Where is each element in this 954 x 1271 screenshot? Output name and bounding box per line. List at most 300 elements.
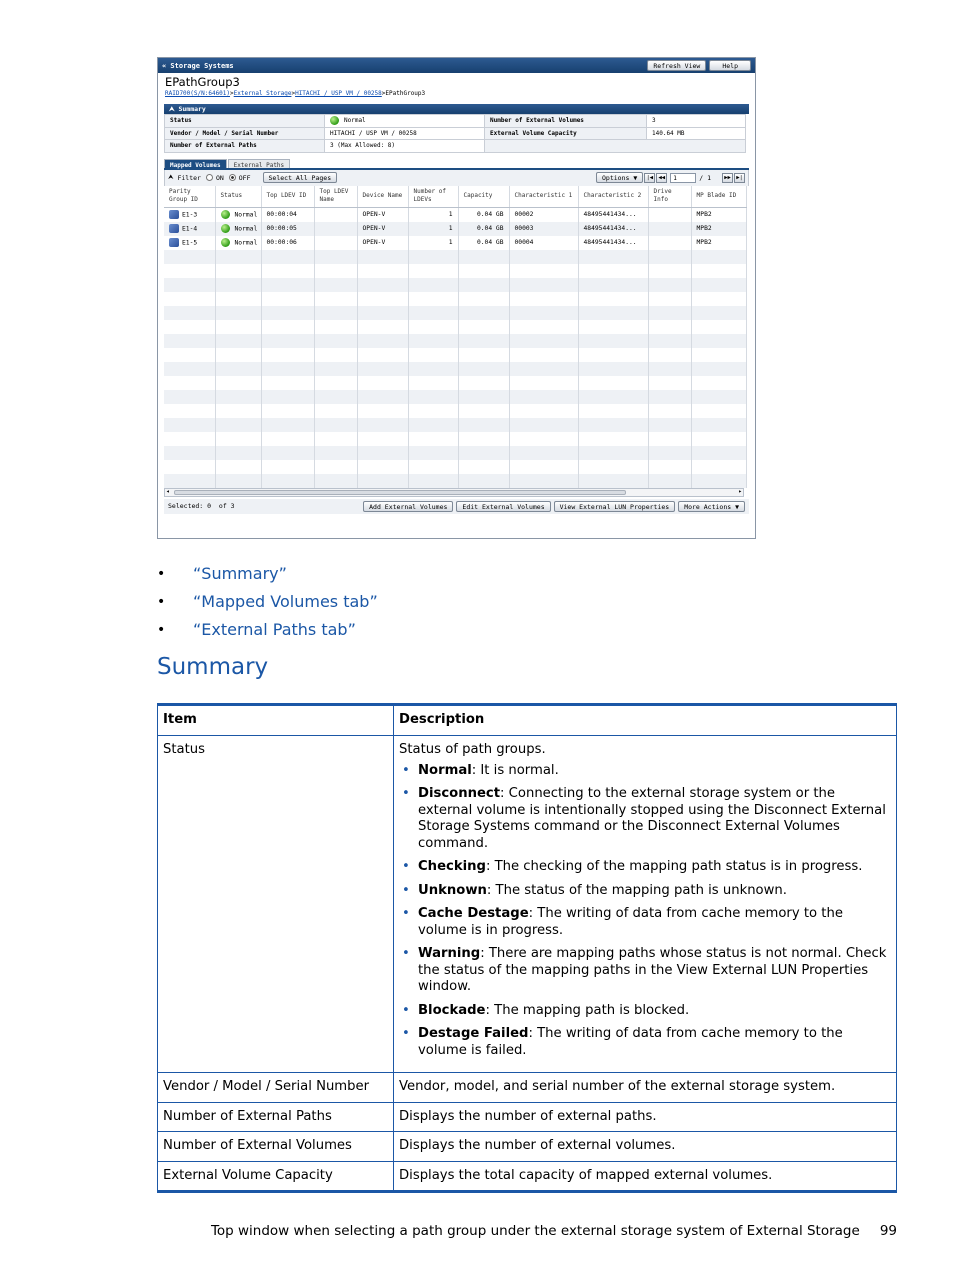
table-cell xyxy=(314,390,357,404)
table-cell xyxy=(578,334,648,348)
table-row[interactable] xyxy=(164,432,746,446)
table-cell xyxy=(357,390,408,404)
mapped-volumes-table xyxy=(164,186,747,488)
status-term-description: : The writing of data from cache memory to the volume is in progress. xyxy=(418,906,843,938)
section-links xyxy=(157,562,378,646)
table-row[interactable] xyxy=(164,390,746,404)
table-cell: MPB2 xyxy=(691,222,746,236)
table-cell xyxy=(164,432,215,446)
screenshot-window xyxy=(157,57,756,539)
table-cell xyxy=(578,278,648,292)
table-toolbar xyxy=(164,170,749,186)
table-cell: Normal xyxy=(215,222,261,236)
table-cell xyxy=(215,348,261,362)
status-term-description: : It is normal. xyxy=(471,762,559,778)
table-cell xyxy=(314,446,357,460)
next-page-icon[interactable]: ▶▶ xyxy=(722,173,733,183)
table-cell xyxy=(578,250,648,264)
options-dropdown[interactable]: Options ▼ xyxy=(596,172,643,183)
table-cell xyxy=(408,418,458,432)
status-description xyxy=(394,736,897,1073)
normal-status-icon xyxy=(330,116,339,125)
table-cell xyxy=(648,292,691,306)
window-header xyxy=(158,58,755,73)
vendor-value: HITACHI / USP VM / 00258 xyxy=(325,127,485,140)
refresh-view-button[interactable]: Refresh View xyxy=(647,60,706,71)
table-cell xyxy=(509,292,578,306)
status-term-description: : The checking of the mapping path status is in progress. xyxy=(485,859,863,874)
table-cell xyxy=(509,348,578,362)
table-cell: E1-3 xyxy=(164,208,215,222)
table-cell xyxy=(164,460,215,474)
table-cell xyxy=(357,460,408,474)
table-cell xyxy=(357,348,408,362)
column-header[interactable]: Top LDEV ID xyxy=(261,186,314,208)
table-cell xyxy=(261,278,314,292)
table-cell: 00:00:05 xyxy=(261,222,314,236)
table-cell xyxy=(509,250,578,264)
table-cell xyxy=(215,250,261,264)
breadcrumb-text: > xyxy=(230,90,234,97)
table-cell xyxy=(691,292,746,306)
table-cell xyxy=(215,460,261,474)
table-cell: 1 xyxy=(408,236,458,250)
table-cell xyxy=(691,390,746,404)
table-cell xyxy=(408,362,458,376)
table-cell xyxy=(691,474,746,488)
first-page-icon[interactable]: |◀ xyxy=(644,173,655,183)
table-cell xyxy=(164,250,215,264)
table-cell xyxy=(261,474,314,488)
status-bullet xyxy=(399,883,891,900)
table-row[interactable] xyxy=(164,474,746,488)
breadcrumb-link[interactable]: External Storage xyxy=(233,90,292,97)
table-cell xyxy=(509,334,578,348)
table-cell xyxy=(691,404,746,418)
table-row[interactable] xyxy=(164,362,746,376)
table-cell xyxy=(509,320,578,334)
breadcrumb-link[interactable]: HITACHI / USP VM / 00258 xyxy=(295,90,382,97)
table-cell xyxy=(164,320,215,334)
table-cell xyxy=(578,432,648,446)
table-cell xyxy=(261,348,314,362)
summary-description-table xyxy=(157,703,897,1193)
table-cell xyxy=(215,264,261,278)
table-row[interactable] xyxy=(164,376,746,390)
table-cell xyxy=(261,306,314,320)
table-row[interactable] xyxy=(164,236,746,250)
column-header[interactable]: Number of LDEVs xyxy=(408,186,458,208)
table-cell: 00:00:06 xyxy=(261,236,314,250)
table-cell xyxy=(648,320,691,334)
tab-bar xyxy=(164,159,749,170)
previous-page-icon[interactable]: ◀◀ xyxy=(656,173,667,183)
table-cell: E1-5 xyxy=(164,236,215,250)
table-cell xyxy=(164,446,215,460)
table-cell xyxy=(578,390,648,404)
table-cell xyxy=(261,320,314,334)
table-cell xyxy=(578,404,648,418)
table-row-item: Vendor / Model / Serial Number xyxy=(158,1073,394,1103)
table-cell xyxy=(648,362,691,376)
table-cell xyxy=(357,362,408,376)
table-cell: 00003 xyxy=(509,222,578,236)
column-header[interactable]: Top LDEV Name xyxy=(314,186,357,208)
table-cell xyxy=(691,320,746,334)
table-row[interactable] xyxy=(164,460,746,474)
status-term: Unknown xyxy=(418,882,487,898)
table-cell xyxy=(314,222,357,236)
table-cell xyxy=(261,418,314,432)
table-cell xyxy=(164,404,215,418)
column-header[interactable]: Drive Info xyxy=(648,186,691,208)
table-row-item: Number of External Paths xyxy=(158,1102,394,1132)
table-cell xyxy=(458,446,509,460)
table-cell xyxy=(215,292,261,306)
filter-icon: ⮝ xyxy=(168,173,174,181)
table-cell xyxy=(648,474,691,488)
table-cell xyxy=(648,446,691,460)
table-row[interactable] xyxy=(164,446,746,460)
status-item: Status xyxy=(158,736,394,1073)
status-bullet-list xyxy=(399,763,891,1060)
page-total: / 1 xyxy=(699,173,711,182)
table-cell xyxy=(578,292,648,306)
table-cell xyxy=(458,334,509,348)
table-cell xyxy=(164,306,215,320)
table-cell xyxy=(314,474,357,488)
table-cell xyxy=(314,404,357,418)
external-volumes-label: Number of External Volumes xyxy=(485,115,647,128)
table-row[interactable] xyxy=(164,292,746,306)
table-cell xyxy=(261,264,314,278)
status-term: Checking xyxy=(418,859,486,874)
table-cell xyxy=(578,446,648,460)
capacity-value: 140.64 MB xyxy=(647,127,746,140)
scroll-right-icon[interactable]: ▸ xyxy=(738,487,742,495)
table-cell xyxy=(578,418,648,432)
external-paths-label: Number of External Paths xyxy=(165,140,325,153)
table-cell xyxy=(357,306,408,320)
table-footer xyxy=(164,499,749,514)
table-cell xyxy=(691,264,746,278)
table-cell xyxy=(648,278,691,292)
table-cell xyxy=(691,348,746,362)
table-cell xyxy=(357,474,408,488)
table-cell xyxy=(314,236,357,250)
table-row[interactable] xyxy=(164,348,746,362)
table-row[interactable] xyxy=(164,404,746,418)
status-term-description: : Connecting to the external storage system or the external volume is intentionally stopped using the Disconnect External Storage Systems command or the Disconnect External Volumes command. xyxy=(418,786,886,851)
filter-on-radio[interactable] xyxy=(206,174,213,181)
table-cell: 00004 xyxy=(509,236,578,250)
table-cell xyxy=(578,320,648,334)
table-cell xyxy=(261,432,314,446)
table-row-item: Number of External Volumes xyxy=(158,1132,394,1162)
normal-status-icon xyxy=(221,238,230,247)
external-paths-tab-link[interactable]: • “External Paths tab” xyxy=(157,618,378,646)
table-cell xyxy=(164,278,215,292)
table-cell xyxy=(261,250,314,264)
table-cell xyxy=(164,418,215,432)
collapse-icon: ⮝ xyxy=(169,105,179,113)
status-term-description: : The writing of data from cache memory to the volume is failed. xyxy=(418,1026,843,1058)
table-cell xyxy=(261,390,314,404)
table-cell xyxy=(691,334,746,348)
table-row-desc: Displays the number of external volumes. xyxy=(394,1132,897,1162)
table-cell xyxy=(215,474,261,488)
table-cell xyxy=(357,250,408,264)
table-cell xyxy=(164,264,215,278)
table-cell xyxy=(458,292,509,306)
description-column-header: Description xyxy=(394,705,897,736)
table-cell xyxy=(648,334,691,348)
table-cell xyxy=(458,404,509,418)
table-cell xyxy=(215,390,261,404)
table-row[interactable] xyxy=(164,208,746,222)
table-cell xyxy=(408,278,458,292)
table-cell xyxy=(215,320,261,334)
table-cell xyxy=(509,404,578,418)
table-row[interactable] xyxy=(164,320,746,334)
table-cell xyxy=(458,320,509,334)
scroll-left-icon[interactable]: ◂ xyxy=(166,487,170,495)
table-row[interactable] xyxy=(164,250,746,264)
tab-mapped-volumes[interactable]: Mapped Volumes xyxy=(164,159,227,168)
view-external-lun-properties-button[interactable]: View External LUN Properties xyxy=(554,501,676,512)
table-cell xyxy=(509,362,578,376)
table-cell xyxy=(458,306,509,320)
table-cell xyxy=(578,348,648,362)
table-cell xyxy=(261,404,314,418)
table-cell: 0.04 GB xyxy=(458,222,509,236)
table-cell xyxy=(458,250,509,264)
column-header[interactable]: Characteristic 1 xyxy=(509,186,578,208)
storage-systems-link[interactable]: « Storage Systems xyxy=(162,61,234,70)
table-cell xyxy=(691,432,746,446)
parity-group-icon xyxy=(169,238,179,247)
table-cell xyxy=(458,348,509,362)
table-cell xyxy=(509,418,578,432)
table-cell xyxy=(578,460,648,474)
status-bullet xyxy=(399,906,891,939)
table-cell xyxy=(164,376,215,390)
table-cell xyxy=(408,250,458,264)
table-cell xyxy=(261,292,314,306)
table-cell xyxy=(648,264,691,278)
table-cell: E1-4 xyxy=(164,222,215,236)
table-cell: OPEN-V xyxy=(357,222,408,236)
table-cell xyxy=(648,236,691,250)
vendor-label: Vendor / Model / Serial Number xyxy=(165,127,325,140)
table-cell xyxy=(408,446,458,460)
status-value: Normal xyxy=(325,115,485,128)
breadcrumb-text: > xyxy=(381,90,386,97)
table-row[interactable] xyxy=(164,264,746,278)
status-bullet xyxy=(399,946,891,996)
table-cell xyxy=(408,404,458,418)
status-term-description: : The mapping path is blocked. xyxy=(485,1002,690,1018)
table-cell: 0.04 GB xyxy=(458,236,509,250)
summary-section-header[interactable] xyxy=(164,104,749,114)
table-cell xyxy=(509,460,578,474)
column-header[interactable]: MP Blade ID xyxy=(691,186,746,208)
table-cell xyxy=(408,320,458,334)
summary-link[interactable]: • “Summary” xyxy=(157,562,378,590)
more-actions-button[interactable]: More Actions ▼ xyxy=(678,501,745,512)
table-cell xyxy=(357,320,408,334)
table-cell: 00002 xyxy=(509,208,578,222)
table-cell xyxy=(691,446,746,460)
table-cell: OPEN-V xyxy=(357,236,408,250)
table-cell xyxy=(408,334,458,348)
of-label: of xyxy=(218,502,227,510)
table-cell xyxy=(408,460,458,474)
table-cell xyxy=(458,432,509,446)
table-cell xyxy=(648,306,691,320)
table-cell xyxy=(357,432,408,446)
table-cell xyxy=(314,418,357,432)
table-cell xyxy=(357,292,408,306)
table-cell xyxy=(215,376,261,390)
summary-header-label: Summary xyxy=(178,105,206,113)
table-cell xyxy=(215,362,261,376)
summary-grid xyxy=(164,114,746,153)
breadcrumb-text: > xyxy=(291,90,296,97)
table-cell xyxy=(357,264,408,278)
table-cell: 0.04 GB xyxy=(458,208,509,222)
table-cell xyxy=(357,334,408,348)
table-cell xyxy=(314,460,357,474)
table-cell xyxy=(164,292,215,306)
status-term-description: : The status of the mapping path is unknown. xyxy=(486,882,787,898)
mapped-volumes-tab-link[interactable]: • “Mapped Volumes tab” xyxy=(157,590,378,618)
filter-off-radio[interactable] xyxy=(229,174,236,181)
table-cell xyxy=(509,474,578,488)
breadcrumb-link[interactable]: RAID700(S/N:64601) xyxy=(165,90,231,97)
table-cell xyxy=(648,404,691,418)
table-row[interactable] xyxy=(164,222,746,236)
table-cell xyxy=(314,362,357,376)
table-cell: OPEN-V xyxy=(357,208,408,222)
table-cell xyxy=(357,376,408,390)
table-cell: Normal xyxy=(215,236,261,250)
table-cell xyxy=(215,446,261,460)
table-cell xyxy=(458,278,509,292)
table-cell xyxy=(691,460,746,474)
table-row[interactable] xyxy=(164,278,746,292)
table-cell xyxy=(458,460,509,474)
column-header[interactable]: Status xyxy=(215,186,261,208)
help-button[interactable]: Help xyxy=(709,60,751,71)
table-cell xyxy=(215,418,261,432)
table-cell xyxy=(314,306,357,320)
status-intro: Status of path groups. xyxy=(399,742,546,757)
empty-cell xyxy=(485,140,746,153)
table-row[interactable] xyxy=(164,334,746,348)
status-term: Disconnect xyxy=(418,786,501,801)
tab-external-paths[interactable]: External Paths xyxy=(228,159,291,168)
item-column-header: Item xyxy=(158,705,394,736)
table-cell xyxy=(691,362,746,376)
select-all-pages-button[interactable]: Select All Pages xyxy=(263,172,338,183)
status-label: Status xyxy=(165,115,325,128)
table-cell: 48495441434... xyxy=(578,236,648,250)
horizontal-scrollbar[interactable] xyxy=(164,488,744,497)
table-cell xyxy=(408,306,458,320)
parity-group-icon xyxy=(169,224,179,233)
column-header[interactable]: Characteristic 2 xyxy=(578,186,648,208)
table-cell: 1 xyxy=(408,208,458,222)
filter-on-label: ON xyxy=(215,173,224,182)
table-cell xyxy=(458,474,509,488)
page-number-input[interactable]: 1 xyxy=(670,173,696,183)
table-row-desc: Displays the number of external paths. xyxy=(394,1102,897,1132)
filter-off-label: OFF xyxy=(238,173,251,182)
table-cell xyxy=(509,390,578,404)
table-cell: 1 xyxy=(408,222,458,236)
table-cell xyxy=(458,390,509,404)
scrollbar-thumb[interactable] xyxy=(174,490,626,495)
status-bullet xyxy=(399,1003,891,1020)
footer-text: Top window when selecting a path group under the external storage system of External Storage xyxy=(210,1223,860,1239)
last-page-icon[interactable]: ▶| xyxy=(734,173,745,183)
table-cell xyxy=(648,432,691,446)
table-cell xyxy=(691,278,746,292)
table-cell: 48495441434... xyxy=(578,222,648,236)
table-cell xyxy=(509,264,578,278)
table-cell xyxy=(261,446,314,460)
table-cell xyxy=(509,376,578,390)
table-cell xyxy=(509,446,578,460)
table-row[interactable] xyxy=(164,306,746,320)
table-cell xyxy=(408,348,458,362)
table-cell xyxy=(261,334,314,348)
table-cell: Normal xyxy=(215,208,261,222)
table-cell xyxy=(458,264,509,278)
table-cell xyxy=(314,278,357,292)
table-cell xyxy=(458,362,509,376)
column-header[interactable]: Device Name xyxy=(357,186,408,208)
table-cell xyxy=(648,418,691,432)
table-cell xyxy=(691,306,746,320)
table-cell xyxy=(691,250,746,264)
table-cell xyxy=(509,278,578,292)
table-cell xyxy=(314,376,357,390)
table-cell xyxy=(261,460,314,474)
table-cell xyxy=(578,376,648,390)
table-cell xyxy=(314,292,357,306)
status-term-description: : There are mapping paths whose status is not normal. Check the status of the mapping paths in the View External LUN Properties window. xyxy=(418,946,887,994)
chevron-down-icon: ▼ xyxy=(633,174,638,182)
column-header[interactable]: Parity Group ID xyxy=(164,186,215,208)
section-title: Summary xyxy=(157,654,269,680)
edit-external-volumes-button[interactable]: Edit External Volumes xyxy=(456,501,550,512)
table-cell xyxy=(578,362,648,376)
table-cell xyxy=(215,334,261,348)
table-row[interactable] xyxy=(164,418,746,432)
add-external-volumes-button[interactable]: Add External Volumes xyxy=(363,501,453,512)
table-cell xyxy=(458,418,509,432)
table-cell xyxy=(648,250,691,264)
table-cell xyxy=(408,390,458,404)
status-term: Cache Destage xyxy=(418,906,529,921)
total-count: 3 xyxy=(230,502,235,510)
table-cell xyxy=(314,334,357,348)
parity-group-icon xyxy=(169,210,179,219)
table-cell xyxy=(648,208,691,222)
column-header[interactable]: Capacity xyxy=(458,186,509,208)
